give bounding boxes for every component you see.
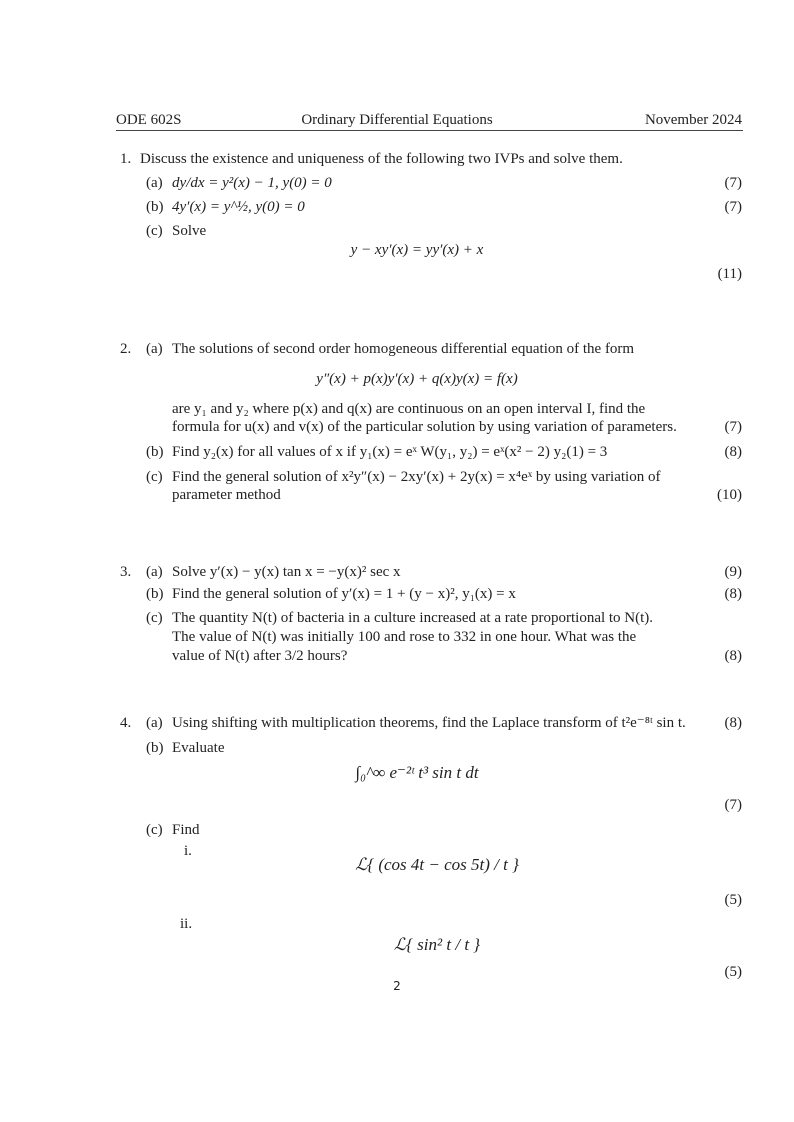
q2b-text: Find y₂(x) for all values of x if y₁(x) = eˣ W(y₁, y₂) = eˣ(x² − 2) y₂(1) = 3	[172, 444, 608, 460]
q4ci-label: i.	[184, 843, 192, 859]
q3b-label: (b)	[146, 586, 164, 602]
q1-intro: Discuss the existence and uniqueness of the following two IVPs and solve them.	[140, 151, 623, 167]
course-code: ODE 602S	[116, 112, 182, 128]
q3c-text: The quantity N(t) of bacteria in a culture increased at a rate proportional to N(t).	[172, 610, 654, 626]
q4b-marks: (7)	[724, 797, 742, 813]
q2c-marks: (10)	[717, 487, 742, 503]
q4ci-equation: ℒ{ (cos 4t − cos 5t) / t }	[355, 855, 519, 874]
q2a-label: (a)	[146, 341, 163, 357]
exam-date: November 2024	[644, 112, 742, 128]
q4b-integral: ∫₀^∞ e⁻²ᵗ t³ sin t dt	[355, 763, 479, 782]
q3c-line2: The value of N(t) was initially 100 and rose to 332 in one hour. What was the	[172, 629, 637, 645]
q3c-line3: value of N(t) after 3/2 hours?	[172, 648, 348, 664]
q2a-equation: y″(x) + p(x)y′(x) + q(x)y(x) = f(x)	[316, 371, 518, 387]
q1a-label: (a)	[146, 175, 163, 191]
q4cii-label: ii.	[180, 916, 193, 932]
q3a-marks: (9)	[724, 564, 742, 580]
course-title: Ordinary Differential Equations	[301, 112, 493, 128]
q1c-label: (c)	[146, 223, 163, 239]
q4a-label: (a)	[146, 715, 163, 731]
q1c-marks: (11)	[717, 266, 742, 282]
q3b-text: Find the general solution of y′(x) = 1 + (y − x)², y₁(x) = x	[172, 586, 516, 602]
q4c-text: Find	[172, 822, 200, 838]
q4ci-marks: (5)	[724, 892, 742, 908]
q2b-marks: (8)	[724, 444, 742, 460]
q1a-text: dy/dx = y²(x) − 1, y(0) = 0	[172, 175, 332, 191]
q3b-marks: (8)	[724, 586, 742, 602]
q2a-line2: are y₁ and y₂ where p(x) and q(x) are continuous on an open interval I, find the	[172, 401, 646, 417]
q3c-label: (c)	[146, 610, 163, 626]
q1b-label: (b)	[146, 199, 164, 215]
q1-number: 1.	[120, 151, 132, 167]
q4b-text: Evaluate	[172, 740, 225, 756]
q4a-text: Using shifting with multiplication theorems, find the Laplace transform of t²e⁻⁸ᵗ sin t.	[172, 715, 686, 731]
q4a-marks: (8)	[724, 715, 742, 731]
q2a-marks: (7)	[724, 419, 742, 435]
q4-number: 4.	[120, 715, 132, 731]
q2b-label: (b)	[146, 444, 164, 460]
q1c-equation: y − xy′(x) = yy′(x) + x	[350, 242, 484, 258]
q3-number: 3.	[120, 564, 132, 580]
q2a-text: The solutions of second order homogeneous differential equation of the form	[172, 341, 635, 357]
q4c-label: (c)	[146, 822, 163, 838]
q2c-label: (c)	[146, 469, 163, 485]
q4cii-marks: (5)	[724, 964, 742, 980]
q1b-marks: (7)	[724, 199, 742, 215]
page-number: 2	[393, 979, 401, 993]
q1b-text: 4y′(x) = y^½, y(0) = 0	[172, 199, 305, 215]
q3c-marks: (8)	[724, 648, 742, 664]
q2c-text: Find the general solution of x²y″(x) − 2xy′(x) + 2y(x) = x⁴eˣ by using variation of	[172, 469, 661, 485]
q4cii-equation: ℒ{ sin² t / t }	[393, 935, 481, 954]
q4b-label: (b)	[146, 740, 164, 756]
q3a-label: (a)	[146, 564, 163, 580]
q2-number: 2.	[120, 341, 132, 357]
header-rule	[116, 130, 743, 131]
q1a-marks: (7)	[724, 175, 742, 191]
q2a-line3: formula for u(x) and v(x) of the particular solution by using variation of parameters.	[172, 419, 677, 435]
q3a-text: Solve y′(x) − y(x) tan x = −y(x)² sec x	[172, 564, 401, 580]
q1c-text: Solve	[172, 223, 207, 239]
q2c-line2: parameter method	[172, 487, 281, 503]
